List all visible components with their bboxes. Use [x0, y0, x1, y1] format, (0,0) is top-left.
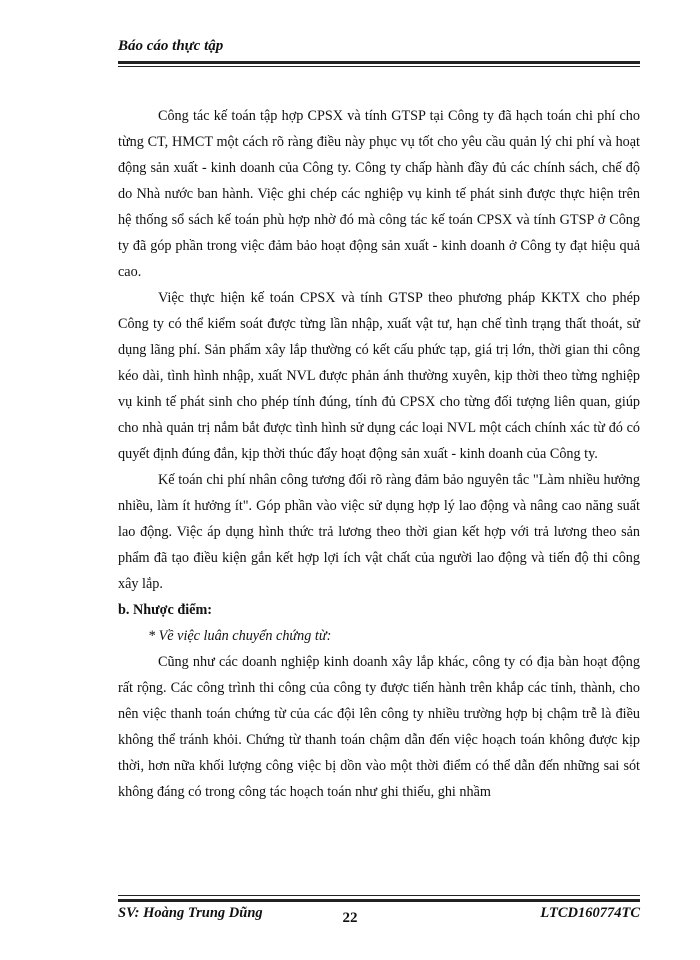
footer-student-name: SV: Hoàng Trung Dũng: [118, 905, 263, 921]
header-rule-thin: [118, 66, 640, 67]
footer-rule-thick: [118, 899, 640, 902]
section-heading-weaknesses: b. Nhược điểm:: [118, 602, 213, 618]
page-header-title: Báo cáo thực tập: [118, 38, 224, 54]
document-body: [118, 103, 640, 805]
body-paragraph-1: Công tác kế toán tập hợp CPSX và tính GTSP tại Công ty đã hạch toán chi phí cho từng CT, HMCT một cách rõ ràng điều này phục vụ tốt cho yêu cầu quản lý chi phí và hoạt động sản xuất - kinh doanh của Công ty. Công ty chấp hành đầy đủ các chính sách, chế độ do Nhà nước ban hành. Việc ghi chép các nghiệp vụ kinh tế phát sinh được thực hiện trên hệ thống sổ sách kế toán phù hợp nhờ đó mà công tác kế toán CPSX và tính GTSP ở Công ty đã góp phần trong việc đảm bảo hoạt động sản xuất - kinh doanh ở Công ty đạt hiệu quả cao.: [118, 108, 640, 280]
body-paragraph-4: Cũng như các doanh nghiệp kinh doanh xây lắp khác, công ty có địa bàn hoạt động rất rộng. Các công trình thi công của công ty được tiến hành trên khắp các tỉnh, thành, cho nên việc thanh toán chứng từ của các đội lên công ty nhiều trường hợp bị chậm trễ là điều không thể tránh khỏi. Chứng từ thanh toán chậm dẫn đến việc hoạch toán không được kịp thời, hơn nữa khối lượng công việc bị dồn vào một thời điểm có thể dẫn đến những sai sót không đáng có trong công tác hoạch toán như ghi thiếu, ghi nhầm: [118, 654, 640, 800]
footer-rule-thin: [118, 895, 640, 896]
page-number: 22: [342, 910, 358, 926]
subsection-heading-documents: * Về việc luân chuyển chứng từ:: [148, 628, 332, 644]
body-paragraph-3: Kế toán chi phí nhân công tương đối rõ ràng đảm bảo nguyên tắc "Làm nhiều hưởng nhiều, làm ít hưởng ít". Góp phần vào việc sử dụng hợp lý lao động và nâng cao năng suất lao động. Việc áp dụng hình thức trả lương theo thời gian kết hợp với trả lương theo sản phẩm đã tạo điều kiện gắn kết hợp lợi ích vật chất của người lao động và tiến độ thi công xây lắp.: [118, 472, 640, 592]
header-rule-thick: [118, 61, 640, 64]
body-paragraph-2: Việc thực hiện kế toán CPSX và tính GTSP theo phương pháp KKTX cho phép Công ty có thể kiểm soát được từng lần nhập, xuất vật tư, hạn chế tình trạng thất thoát, sử dụng lãng phí. Sản phẩm xây lắp thường có kết cấu phức tạp, giá trị lớn, thời gian thi công kéo dài, tình hình nhập, xuất NVL được phản ánh thường xuyên, kịp thời theo từng nghiệp vụ kinh tế phát sinh cho phép tính đúng, tính đủ CPSX cho từng đối tượng liên quan, giúp cho nhà quản trị nắm bắt được tình hình sử dụng các loại NVL một cách chính xác từ đó có quyết định đúng đắn, kịp thời thúc đẩy hoạt động sản xuất - kinh doanh của Công ty.: [118, 290, 640, 462]
footer-class-code: LTCD160774TC: [540, 905, 640, 921]
